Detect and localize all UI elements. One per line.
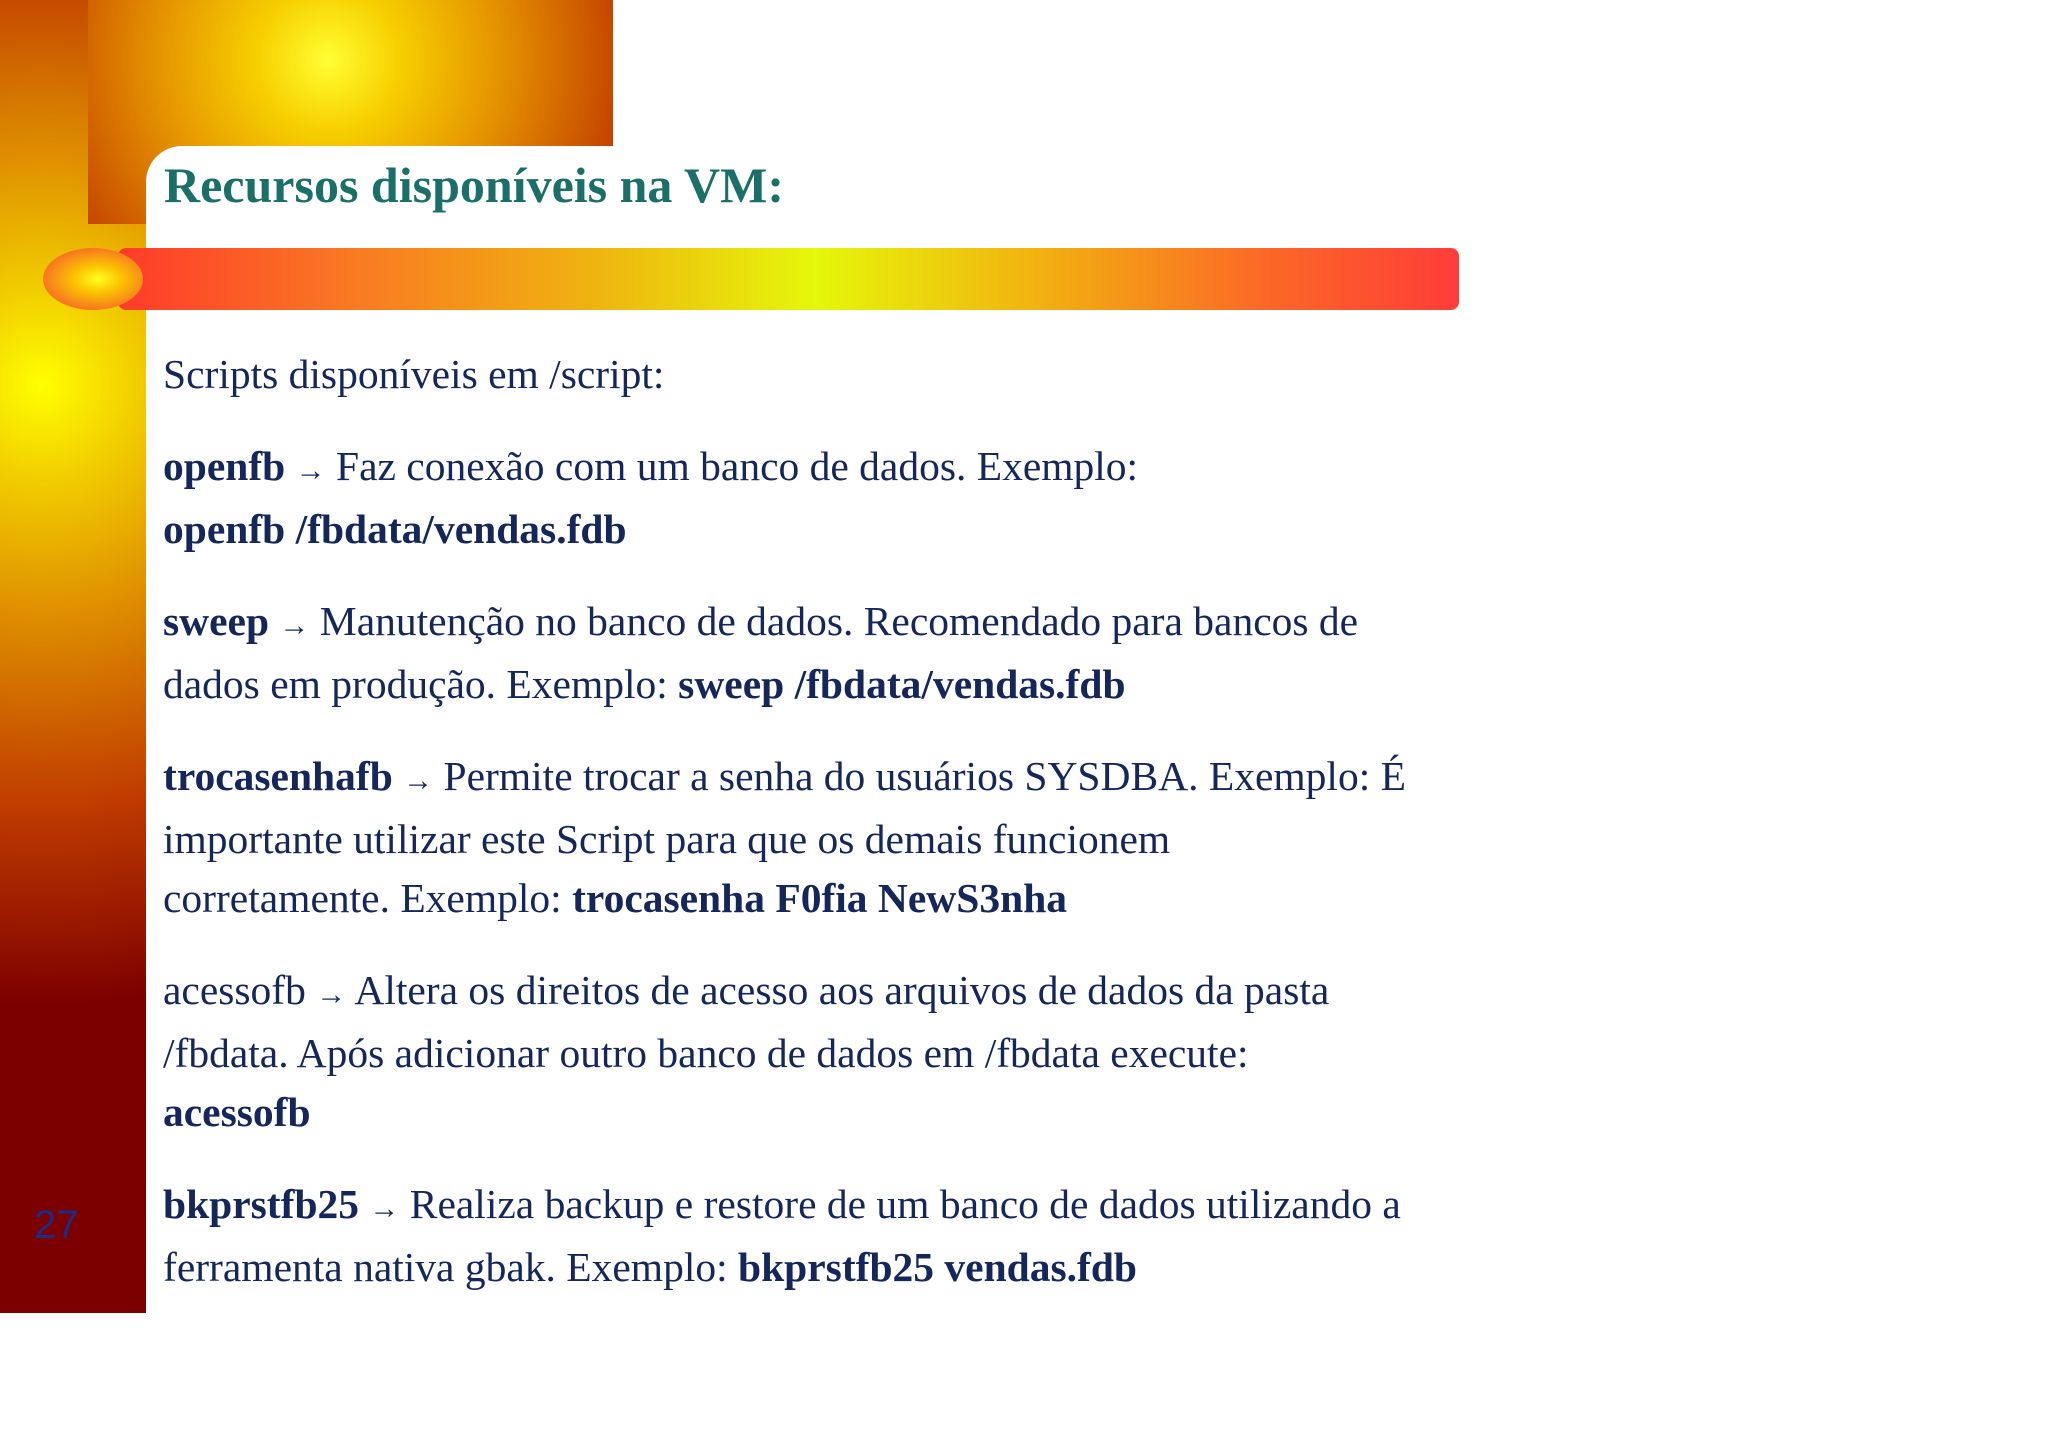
item-description: corretamente. Exemplo: (163, 875, 573, 921)
item-example: bkprstfb25 vendas.fdb (738, 1244, 1138, 1290)
arrow-icon: → (279, 609, 310, 642)
item-description: Realiza backup e restore de um banco de dados utilizando a (399, 1181, 1401, 1227)
item-description: Faz conexão com um banco de dados. Exemplo: (325, 443, 1139, 489)
item-description: Altera os direitos de acesso aos arquivos de dados da pasta (346, 967, 1330, 1013)
list-item-openfb (163, 437, 1663, 559)
item-description: ferramenta nativa gbak. Exemplo: (163, 1244, 739, 1290)
script-name: bkprstfb25 (163, 1181, 360, 1227)
arrow-icon: → (369, 1192, 400, 1225)
item-description: Manutenção no banco de dados. Recomendado para bancos de (309, 598, 1359, 644)
slide-number: 27 (34, 1203, 79, 1247)
item-description: importante utilizar este Script para que os demais funcionem (163, 816, 1171, 862)
page-title: Recursos disponíveis na VM: (164, 157, 784, 213)
list-item-trocasenhafb (163, 747, 1663, 928)
content-panel-lower (0, 1313, 2048, 1447)
script-name: openfb (163, 443, 286, 489)
item-description: Permite trocar a senha do usuários SYSDBA. Exemplo: É (433, 753, 1406, 799)
item-example: acessofb (163, 1089, 311, 1135)
divider-bar-cap (43, 248, 143, 310)
item-example: openfb /fbdata/vendas.fdb (163, 506, 627, 552)
list-item-acessofb (163, 961, 1663, 1142)
arrow-icon: → (295, 454, 326, 487)
slide-body (163, 345, 1663, 1330)
item-example: trocasenha F0fia NewS3nha (572, 875, 1068, 921)
item-description: /fbdata. Após adicionar outro banco de dados em /fbdata execute: (163, 1030, 1249, 1076)
list-item-bkprstfb25 (163, 1175, 1663, 1297)
arrow-icon: → (316, 978, 347, 1011)
item-example: sweep /fbdata/vendas.fdb (678, 661, 1126, 707)
script-name: trocasenhafb (163, 753, 393, 799)
item-description: dados em produção. Exemplo: (163, 661, 679, 707)
script-name: acessofb (163, 967, 306, 1013)
arrow-icon: → (403, 764, 434, 797)
intro-text: Scripts disponíveis em /script: (163, 351, 665, 397)
script-name: sweep (163, 598, 270, 644)
list-item-sweep (163, 592, 1663, 714)
title-divider-bar (118, 248, 1459, 310)
